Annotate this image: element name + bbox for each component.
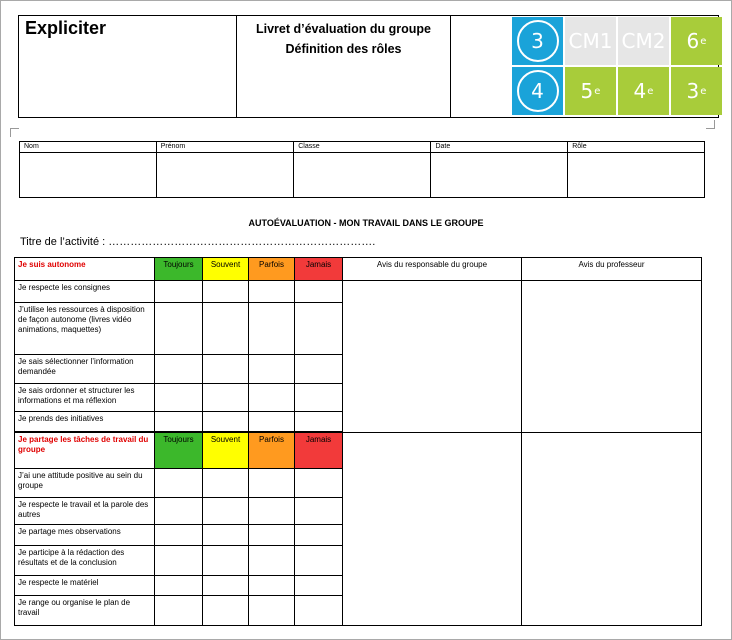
level-circle (517, 70, 559, 112)
check-cell[interactable] (203, 303, 249, 355)
level-cell-2-3 (618, 67, 669, 115)
check-cell[interactable] (203, 355, 249, 384)
identity-header-role: Rôle (568, 142, 705, 153)
avis-professeur-cell[interactable] (522, 281, 702, 433)
criterion-label: Je sais ordonner et structurer les informations et ma réflexion (15, 384, 155, 412)
header-center-box (236, 15, 451, 118)
check-cell[interactable] (249, 469, 295, 498)
check-cell[interactable] (249, 281, 295, 303)
identity-field-classe[interactable] (294, 153, 431, 198)
level-label: 6 (686, 29, 700, 53)
criterion-label: Je respecte le travail et la parole des autres (15, 498, 155, 525)
avis-responsable-cell-2[interactable] (343, 433, 522, 626)
check-cell[interactable] (249, 303, 295, 355)
check-cell[interactable] (155, 546, 203, 576)
freq-toujours: Toujours (155, 433, 203, 469)
check-cell[interactable] (295, 281, 343, 303)
crop-mark-left (10, 128, 19, 137)
identity-field-prenom[interactable] (156, 153, 293, 198)
avis-professeur-cell-2[interactable] (522, 433, 702, 626)
freq-jamais: Jamais (295, 433, 343, 469)
header-subtitle-1: Livret d’évaluation du groupe (255, 22, 432, 36)
level-cell-2-4 (671, 67, 722, 115)
page-title: Expliciter (25, 18, 107, 38)
check-cell[interactable] (155, 576, 203, 596)
check-cell[interactable] (295, 596, 343, 626)
check-cell[interactable] (295, 303, 343, 355)
criterion-label: J’utilise les ressources à disposition de façon autonome (livres vidéo animations, maquettes) (15, 303, 155, 355)
level-superscript: e (700, 85, 707, 97)
level-label: 4 (531, 79, 544, 103)
check-cell[interactable] (155, 525, 203, 546)
check-cell[interactable] (155, 303, 203, 355)
check-cell[interactable] (249, 576, 295, 596)
level-label: 4 (633, 79, 647, 103)
header-title-box (18, 15, 237, 118)
check-cell[interactable] (203, 596, 249, 626)
check-cell[interactable] (203, 576, 249, 596)
identity-header-prenom: Prénom (156, 142, 293, 153)
check-cell[interactable] (203, 412, 249, 432)
level-cell-1-3 (618, 17, 669, 65)
check-cell[interactable] (155, 281, 203, 303)
check-cell[interactable] (203, 384, 249, 412)
check-cell[interactable] (203, 498, 249, 525)
criterion-label: Je sais sélectionner l’information demandée (15, 355, 155, 384)
identity-field-role[interactable] (568, 153, 705, 198)
check-cell[interactable] (295, 498, 343, 525)
identity-header-date: Date (431, 142, 568, 153)
check-cell[interactable] (295, 525, 343, 546)
check-cell[interactable] (295, 355, 343, 384)
level-cell-1-1 (512, 17, 563, 65)
criterion-label: J’ai une attitude positive au sein du groupe (15, 469, 155, 498)
check-cell[interactable] (203, 546, 249, 576)
identity-field-nom[interactable] (20, 153, 157, 198)
avis-responsable-cell[interactable] (343, 281, 522, 433)
level-cell-1-4 (671, 17, 722, 65)
identity-header-nom: Nom (20, 142, 157, 153)
check-cell[interactable] (155, 596, 203, 626)
level-superscript: e (700, 35, 707, 47)
level-circle (517, 20, 559, 62)
check-cell[interactable] (249, 412, 295, 432)
check-cell[interactable] (203, 469, 249, 498)
level-label: CM2 (621, 29, 666, 53)
identity-table (19, 141, 705, 198)
check-cell[interactable] (203, 525, 249, 546)
criterion-label: Je prends des initiatives (15, 412, 155, 432)
criterion-label: Je respecte les consignes (15, 281, 155, 303)
check-cell[interactable] (295, 412, 343, 432)
avis-professeur-header: Avis du professeur (522, 258, 702, 281)
criterion-label: Je participe à la rédaction des résultats et de la conclusion (15, 546, 155, 576)
avis-responsable-header: Avis du responsable du groupe (343, 258, 522, 281)
check-cell[interactable] (249, 384, 295, 412)
check-cell[interactable] (295, 384, 343, 412)
header-subtitle-2: Définition des rôles (285, 42, 402, 56)
evaluation-table (14, 257, 702, 626)
freq-parfois: Parfois (249, 433, 295, 469)
level-label: 3 (531, 29, 544, 53)
identity-header-classe: Classe (294, 142, 431, 153)
level-cell-2-2 (565, 67, 616, 115)
section-heading-partage: Je partage les tâches de travail du groupe (15, 433, 155, 469)
check-cell[interactable] (203, 281, 249, 303)
check-cell[interactable] (249, 525, 295, 546)
check-cell[interactable] (249, 355, 295, 384)
level-label: 3 (686, 79, 700, 103)
check-cell[interactable] (249, 546, 295, 576)
check-cell[interactable] (295, 469, 343, 498)
freq-souvent: Souvent (203, 433, 249, 469)
check-cell[interactable] (249, 596, 295, 626)
freq-parfois: Parfois (249, 258, 295, 281)
check-cell[interactable] (155, 469, 203, 498)
section-title: AUTOÉVALUATION - MON TRAVAIL DANS LE GROUPE (248, 218, 484, 228)
level-superscript: e (594, 85, 601, 97)
check-cell[interactable] (295, 576, 343, 596)
check-cell[interactable] (295, 546, 343, 576)
level-label: CM1 (568, 29, 613, 53)
criterion-label: Je range ou organise le plan de travail (15, 596, 155, 626)
level-label: 5 (580, 79, 594, 103)
criterion-label: Je partage mes observations (15, 525, 155, 546)
activity-title-field[interactable]: Titre de l’activité : ………………………………………………………………. (20, 236, 376, 248)
freq-jamais: Jamais (295, 258, 343, 281)
criterion-label: Je respecte le matériel (15, 576, 155, 596)
level-cell-2-1 (512, 67, 563, 115)
check-cell[interactable] (155, 498, 203, 525)
level-superscript: e (647, 85, 654, 97)
identity-field-date[interactable] (431, 153, 568, 198)
freq-souvent: Souvent (203, 258, 249, 281)
check-cell[interactable] (249, 498, 295, 525)
section-heading-autonome: Je suis autonome (15, 258, 155, 281)
crop-mark-right (706, 120, 715, 129)
check-cell[interactable] (155, 355, 203, 384)
check-cell[interactable] (155, 412, 203, 432)
freq-toujours: Toujours (155, 258, 203, 281)
level-cell-1-2 (565, 17, 616, 65)
check-cell[interactable] (155, 384, 203, 412)
